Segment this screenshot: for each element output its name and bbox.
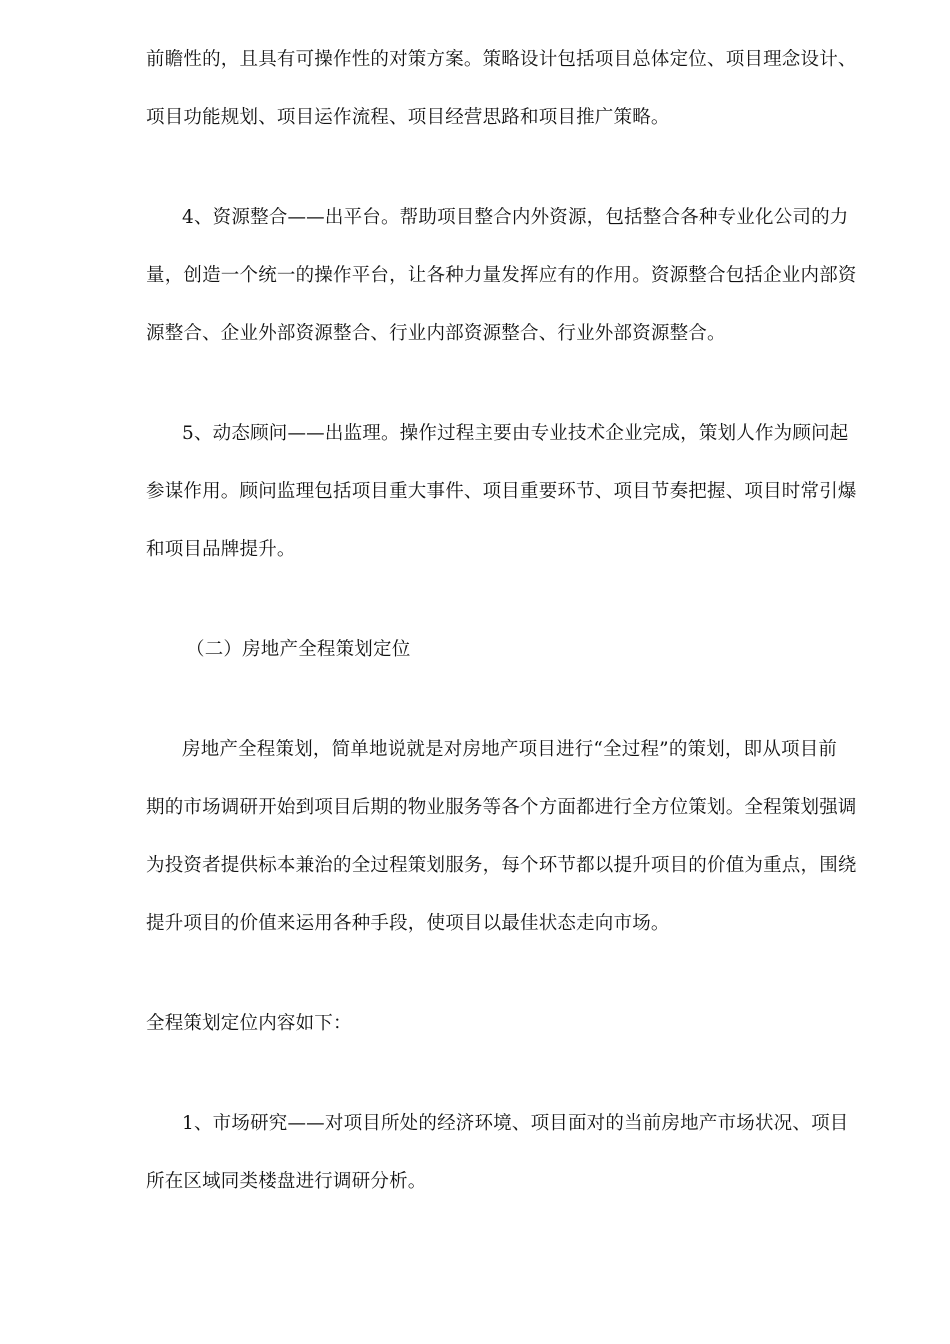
paragraph-full-planning-line-1: 房地产全程策划，简单地说就是对房地产项目进行“全过程”的策划，即从项目前 — [182, 739, 838, 760]
section-heading: （二）房地产全程策划定位 — [186, 639, 411, 660]
paragraph-full-planning-line-3: 为投资者提供标本兼治的全过程策划服务，每个环节都以提升项目的价值为重点，围绕 — [146, 855, 857, 876]
paragraph-strategy-line-1: 前瞻性的，且具有可操作性的对策方案。策略设计包括项目总体定位、项目理念设计、 — [146, 49, 857, 70]
content-intro-line: 全程策划定位内容如下： — [146, 1013, 352, 1034]
paragraph-resource-line-3: 源整合、企业外部资源整合、行业内部资源整合、行业外部资源整合。 — [146, 323, 726, 344]
paragraph-consultant-line-2: 参谋作用。顾问监理包括项目重大事件、项目重要环节、项目节奏把握、项目时常引爆 — [146, 481, 857, 502]
paragraph-full-planning-line-2: 期的市场调研开始到项目后期的物业服务等各个方面都进行全方位策划。全程策划强调 — [146, 797, 857, 818]
paragraph-market-line-2: 所在区域同类楼盘进行调研分析。 — [146, 1171, 427, 1192]
paragraph-resource-line-2: 量，创造一个统一的操作平台，让各种力量发挥应有的作用。资源整合包括企业内部资 — [146, 265, 857, 286]
paragraph-consultant-line-3: 和项目品牌提升。 — [146, 539, 296, 560]
paragraph-market-line-1: 1、市场研究——对项目所处的经济环境、项目面对的当前房地产市场状况、项目 — [182, 1113, 849, 1134]
paragraph-strategy-line-2: 项目功能规划、项目运作流程、项目经营思路和项目推广策略。 — [146, 107, 670, 128]
paragraph-consultant-line-1: 5、动态顾问——出监理。操作过程主要由专业技术企业完成，策划人作为顾问起 — [182, 423, 849, 444]
paragraph-resource-line-1: 4、资源整合——出平台。帮助项目整合内外资源，包括整合各种专业化公司的力 — [182, 207, 849, 228]
paragraph-full-planning-line-4: 提升项目的价值来运用各种手段，使项目以最佳状态走向市场。 — [146, 913, 670, 934]
